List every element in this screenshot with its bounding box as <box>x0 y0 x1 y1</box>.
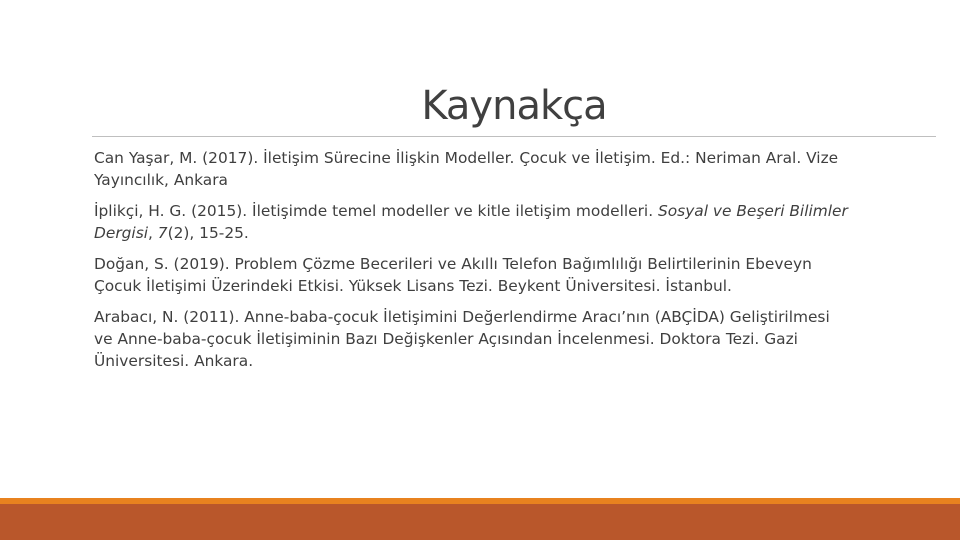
reference-item-4 <box>94 306 936 372</box>
reference-list <box>94 147 936 381</box>
footer-accent-stripe <box>0 498 960 504</box>
reference-item-3 <box>94 253 936 297</box>
slide-title: Kaynakça <box>421 83 607 129</box>
reference-4-line-3: Üniversitesi. Ankara. <box>94 352 254 370</box>
reference-2-volume: 7 <box>157 224 168 242</box>
reference-3-line-1: Doğan, S. (2019). Problem Çözme Becerileri ve Akıllı Telefon Bağımlılığı Belirtilerinin Ebeveyn <box>94 255 812 273</box>
reference-2-rest: (2), 15-25. <box>167 224 249 242</box>
title-divider <box>92 136 936 137</box>
footer-accent-bar <box>0 498 960 540</box>
reference-2-journal-b: Dergisi <box>94 224 148 242</box>
reference-item-2 <box>94 200 936 244</box>
reference-2-prefix: İplikçi, H. G. (2015). İletişimde temel modeller ve kitle iletişim modelleri. <box>94 202 658 220</box>
reference-2-sep: , <box>148 224 158 242</box>
reference-item-1 <box>94 147 936 191</box>
reference-1-line-2: Yayıncılık, Ankara <box>94 171 228 189</box>
reference-4-line-2: ve Anne-baba-çocuk İletişiminin Bazı Değişkenler Açısından İncelenmesi. Doktora Tezi. Gazi <box>94 330 798 348</box>
reference-1-line-1: Can Yaşar, M. (2017). İletişim Sürecine İlişkin Modeller. Çocuk ve İletişim. Ed.: Neriman Aral. Vize <box>94 149 839 167</box>
reference-4-line-1: Arabacı, N. (2011). Anne-baba-çocuk İletişimini Değerlendirme Aracı’nın (ABÇİDA) Geliştirilmesi <box>94 308 830 326</box>
reference-2-journal-a: Sosyal ve Beşeri Bilimler <box>657 202 848 220</box>
reference-3-line-2: Çocuk İletişimi Üzerindeki Etkisi. Yüksek Lisans Tezi. Beykent Üniversitesi. İstanbul. <box>94 277 732 295</box>
